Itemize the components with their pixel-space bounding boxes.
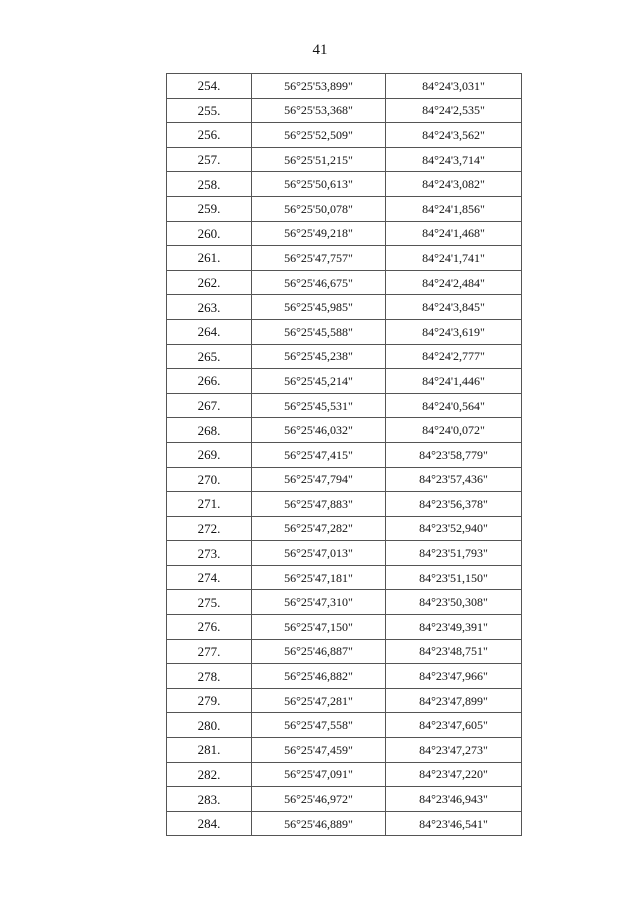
longitude-cell: 84°24'1,856" bbox=[386, 196, 522, 221]
point-number-cell: 256. bbox=[167, 123, 252, 148]
latitude-cell: 56°25'47,150" bbox=[252, 615, 386, 640]
latitude-cell: 56°25'47,415" bbox=[252, 442, 386, 467]
longitude-cell: 84°24'3,845" bbox=[386, 295, 522, 320]
latitude-cell: 56°25'53,899" bbox=[252, 74, 386, 99]
point-number-cell: 265. bbox=[167, 344, 252, 369]
table-row bbox=[167, 369, 522, 394]
longitude-cell: 84°23'56,378" bbox=[386, 492, 522, 517]
latitude-cell: 56°25'45,531" bbox=[252, 393, 386, 418]
latitude-cell: 56°25'47,883" bbox=[252, 492, 386, 517]
table-row bbox=[167, 492, 522, 517]
table-row bbox=[167, 590, 522, 615]
longitude-cell: 84°24'3,714" bbox=[386, 147, 522, 172]
latitude-cell: 56°25'49,218" bbox=[252, 221, 386, 246]
longitude-cell: 84°23'47,273" bbox=[386, 738, 522, 763]
latitude-cell: 56°25'47,558" bbox=[252, 713, 386, 738]
table-row bbox=[167, 196, 522, 221]
table-row bbox=[167, 418, 522, 443]
page-number: 41 bbox=[312, 42, 328, 58]
point-number-cell: 269. bbox=[167, 442, 252, 467]
point-number-cell: 281. bbox=[167, 738, 252, 763]
latitude-cell: 56°25'45,214" bbox=[252, 369, 386, 394]
latitude-cell: 56°25'47,757" bbox=[252, 246, 386, 271]
table-row bbox=[167, 270, 522, 295]
table-row bbox=[167, 393, 522, 418]
point-number-cell: 262. bbox=[167, 270, 252, 295]
longitude-cell: 84°23'51,150" bbox=[386, 565, 522, 590]
point-number-cell: 254. bbox=[167, 74, 252, 99]
coordinates-table-body bbox=[167, 74, 522, 836]
point-number-cell: 277. bbox=[167, 639, 252, 664]
latitude-cell: 56°25'46,675" bbox=[252, 270, 386, 295]
longitude-cell: 84°23'47,966" bbox=[386, 664, 522, 689]
table-row bbox=[167, 319, 522, 344]
latitude-cell: 56°25'50,078" bbox=[252, 196, 386, 221]
point-number-cell: 266. bbox=[167, 369, 252, 394]
table-row bbox=[167, 713, 522, 738]
latitude-cell: 56°25'47,310" bbox=[252, 590, 386, 615]
longitude-cell: 84°24'3,619" bbox=[386, 319, 522, 344]
point-number-cell: 272. bbox=[167, 516, 252, 541]
table-row bbox=[167, 688, 522, 713]
table-row bbox=[167, 787, 522, 812]
longitude-cell: 84°23'47,220" bbox=[386, 762, 522, 787]
point-number-cell: 271. bbox=[167, 492, 252, 517]
table-row bbox=[167, 664, 522, 689]
point-number-cell: 258. bbox=[167, 172, 252, 197]
longitude-cell: 84°24'2,777" bbox=[386, 344, 522, 369]
latitude-cell: 56°25'45,238" bbox=[252, 344, 386, 369]
point-number-cell: 263. bbox=[167, 295, 252, 320]
table-row bbox=[167, 467, 522, 492]
longitude-cell: 84°23'58,779" bbox=[386, 442, 522, 467]
table-row bbox=[167, 147, 522, 172]
point-number-cell: 259. bbox=[167, 196, 252, 221]
latitude-cell: 56°25'46,032" bbox=[252, 418, 386, 443]
point-number-cell: 267. bbox=[167, 393, 252, 418]
longitude-cell: 84°23'57,436" bbox=[386, 467, 522, 492]
table-row bbox=[167, 172, 522, 197]
coordinates-table bbox=[166, 73, 522, 836]
longitude-cell: 84°24'0,564" bbox=[386, 393, 522, 418]
point-number-cell: 275. bbox=[167, 590, 252, 615]
table-row bbox=[167, 738, 522, 763]
point-number-cell: 283. bbox=[167, 787, 252, 812]
latitude-cell: 56°25'51,215" bbox=[252, 147, 386, 172]
latitude-cell: 56°25'53,368" bbox=[252, 98, 386, 123]
latitude-cell: 56°25'45,985" bbox=[252, 295, 386, 320]
longitude-cell: 84°23'48,751" bbox=[386, 639, 522, 664]
table-row bbox=[167, 762, 522, 787]
longitude-cell: 84°24'2,484" bbox=[386, 270, 522, 295]
longitude-cell: 84°23'51,793" bbox=[386, 541, 522, 566]
point-number-cell: 264. bbox=[167, 319, 252, 344]
longitude-cell: 84°23'46,943" bbox=[386, 787, 522, 812]
table-row bbox=[167, 221, 522, 246]
point-number-cell: 276. bbox=[167, 615, 252, 640]
latitude-cell: 56°25'46,887" bbox=[252, 639, 386, 664]
longitude-cell: 84°23'46,541" bbox=[386, 811, 522, 836]
longitude-cell: 84°24'3,031" bbox=[386, 74, 522, 99]
latitude-cell: 56°25'46,882" bbox=[252, 664, 386, 689]
table-row bbox=[167, 811, 522, 836]
point-number-cell: 284. bbox=[167, 811, 252, 836]
longitude-cell: 84°24'2,535" bbox=[386, 98, 522, 123]
point-number-cell: 255. bbox=[167, 98, 252, 123]
longitude-cell: 84°24'3,082" bbox=[386, 172, 522, 197]
longitude-cell: 84°23'50,308" bbox=[386, 590, 522, 615]
latitude-cell: 56°25'47,794" bbox=[252, 467, 386, 492]
table-row bbox=[167, 123, 522, 148]
table-row bbox=[167, 541, 522, 566]
point-number-cell: 280. bbox=[167, 713, 252, 738]
latitude-cell: 56°25'47,459" bbox=[252, 738, 386, 763]
table-row bbox=[167, 98, 522, 123]
longitude-cell: 84°23'49,391" bbox=[386, 615, 522, 640]
table-row bbox=[167, 246, 522, 271]
latitude-cell: 56°25'52,509" bbox=[252, 123, 386, 148]
longitude-cell: 84°23'47,605" bbox=[386, 713, 522, 738]
table-row bbox=[167, 516, 522, 541]
longitude-cell: 84°24'1,468" bbox=[386, 221, 522, 246]
table-row bbox=[167, 615, 522, 640]
point-number-cell: 261. bbox=[167, 246, 252, 271]
longitude-cell: 84°24'1,446" bbox=[386, 369, 522, 394]
longitude-cell: 84°24'1,741" bbox=[386, 246, 522, 271]
latitude-cell: 56°25'46,972" bbox=[252, 787, 386, 812]
point-number-cell: 274. bbox=[167, 565, 252, 590]
latitude-cell: 56°25'47,091" bbox=[252, 762, 386, 787]
point-number-cell: 260. bbox=[167, 221, 252, 246]
table-row bbox=[167, 344, 522, 369]
latitude-cell: 56°25'47,013" bbox=[252, 541, 386, 566]
point-number-cell: 282. bbox=[167, 762, 252, 787]
table-row bbox=[167, 74, 522, 99]
point-number-cell: 273. bbox=[167, 541, 252, 566]
table-row bbox=[167, 639, 522, 664]
table-row bbox=[167, 442, 522, 467]
table-row bbox=[167, 565, 522, 590]
longitude-cell: 84°23'47,899" bbox=[386, 688, 522, 713]
latitude-cell: 56°25'45,588" bbox=[252, 319, 386, 344]
table-row bbox=[167, 295, 522, 320]
point-number-cell: 270. bbox=[167, 467, 252, 492]
point-number-cell: 268. bbox=[167, 418, 252, 443]
latitude-cell: 56°25'46,889" bbox=[252, 811, 386, 836]
point-number-cell: 279. bbox=[167, 688, 252, 713]
longitude-cell: 84°24'0,072" bbox=[386, 418, 522, 443]
latitude-cell: 56°25'47,282" bbox=[252, 516, 386, 541]
point-number-cell: 278. bbox=[167, 664, 252, 689]
point-number-cell: 257. bbox=[167, 147, 252, 172]
longitude-cell: 84°24'3,562" bbox=[386, 123, 522, 148]
latitude-cell: 56°25'47,181" bbox=[252, 565, 386, 590]
latitude-cell: 56°25'50,613" bbox=[252, 172, 386, 197]
latitude-cell: 56°25'47,281" bbox=[252, 688, 386, 713]
longitude-cell: 84°23'52,940" bbox=[386, 516, 522, 541]
